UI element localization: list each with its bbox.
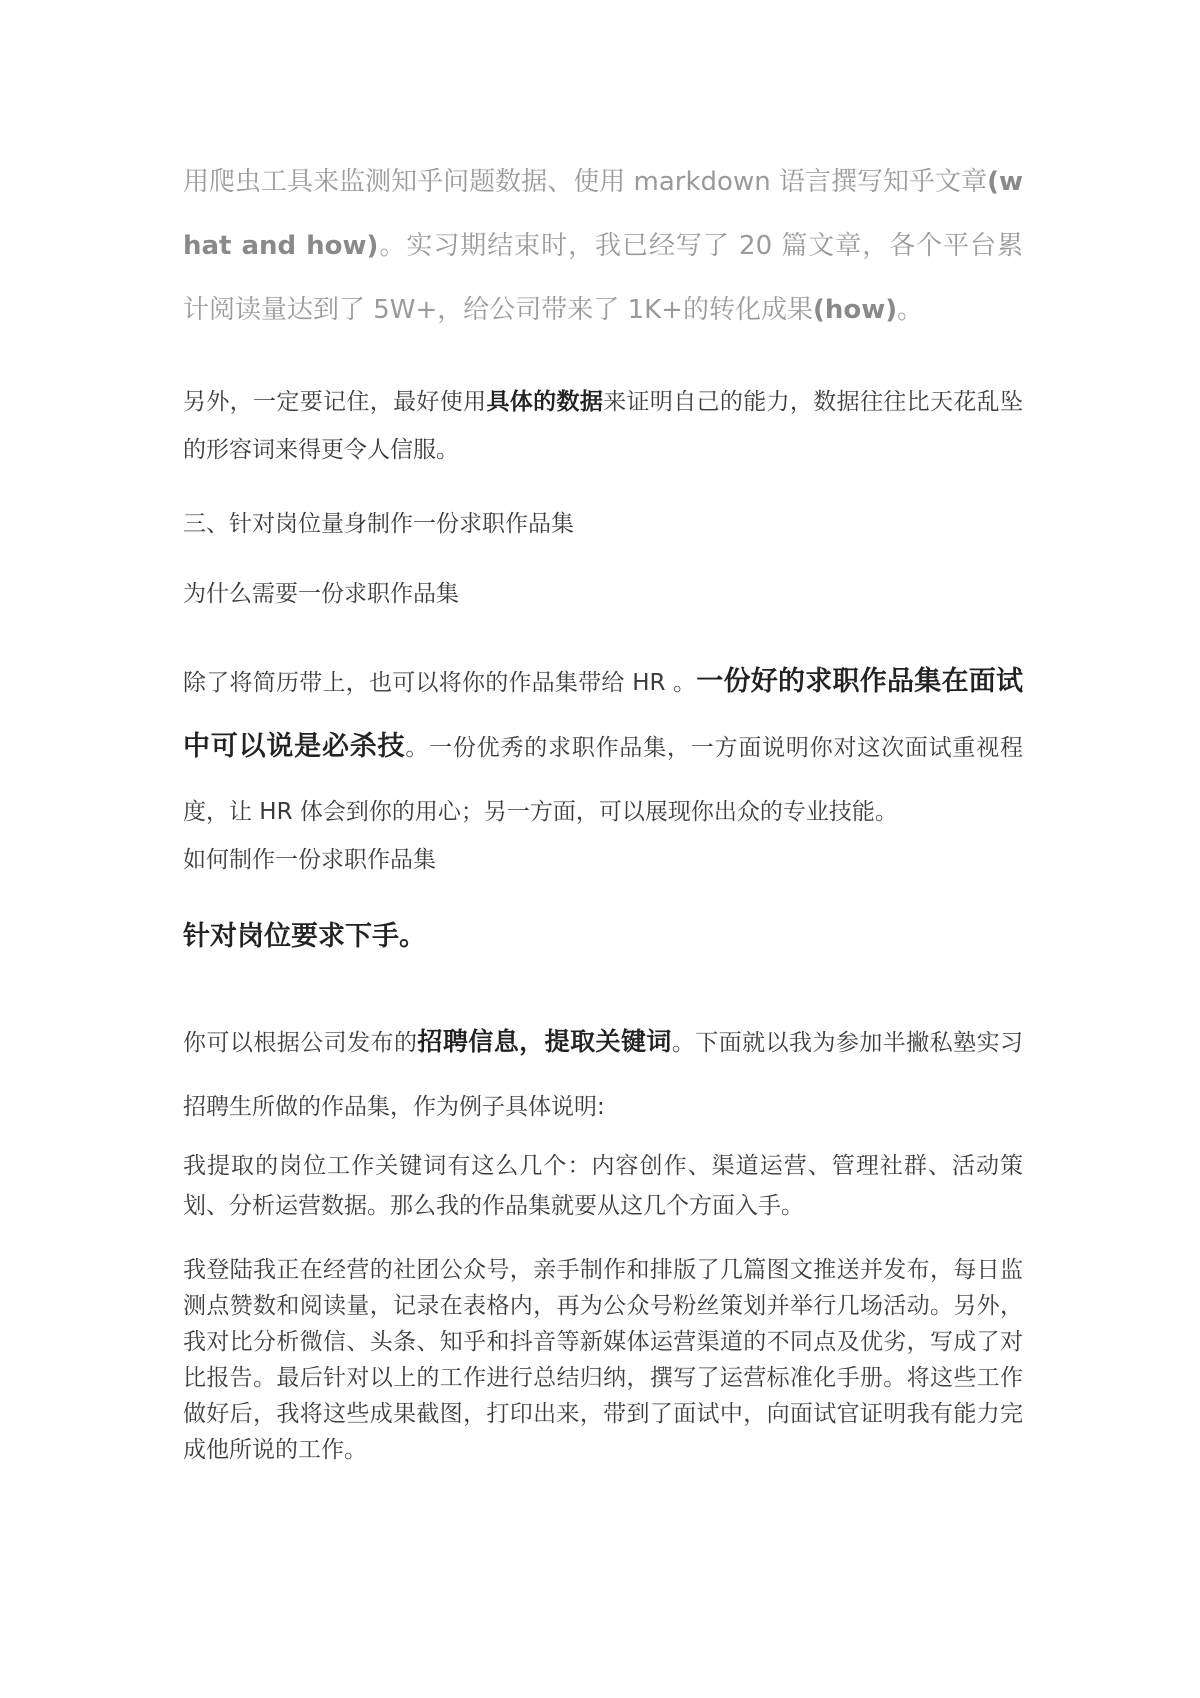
text-span: 另外，一定要记住，最好使用 bbox=[183, 389, 487, 415]
emphasis-how: (how) bbox=[812, 295, 898, 325]
bold-heading-job-requirements: 针对岗位要求下手。 bbox=[183, 921, 426, 952]
paragraph-internship-results bbox=[183, 150, 1023, 342]
text-span: 你可以根据公司发布的 bbox=[183, 1030, 418, 1056]
paragraph-keywords-list: 我提取的岗位工作关键词有这么几个：内容创作、渠道运营、管理社群、活动策划、分析运营数据。那么我的作品集就要从这几个方面入手。 bbox=[183, 1153, 1023, 1219]
paragraph-portfolio-example: 我登陆我正在经营的社团公众号，亲手制作和排版了几篇图文推送并发布，每日监测点赞数和阅读量，记录在表格内，再为公众号粉丝策划并举行几场活动。另外，我对比分析微信、头条、知乎和抖音等新媒体运营渠道的不同点及优劣，写成了对比报告。最后针对以上的工作进行总结归纳，撰写了运营标准化手册。将这些工作做好后，我将这些成果截图，打印出来，带到了面试中，向面试官证明我有能力完成他所说的工作。 bbox=[183, 1257, 1023, 1463]
text-span: 除了将简历带上，也可以将你的作品集带给 HR 。 bbox=[183, 670, 697, 696]
text-span: 。 bbox=[897, 295, 924, 325]
section-heading-portfolio: 三、针对岗位量身制作一份求职作品集 bbox=[183, 511, 574, 537]
text-span: 。下面就以我为参加半撇私塾实习招聘生所做的作品集，作为例子具体说明: bbox=[183, 1030, 1024, 1120]
text-span: 用爬虫工具来监测知乎问题数据、使用 markdown 语言撰写知乎文章 bbox=[183, 167, 988, 197]
text-span: 。实习期结束时，我已经写了 20 篇文章，各个平台累计阅读量达到了 5W+，给公司带来了 1K+的转化成果 bbox=[183, 231, 1023, 325]
emphasis-specific-data: 具体的数据 bbox=[486, 389, 604, 415]
subheading-how-to-make: 如何制作一份求职作品集 bbox=[183, 847, 436, 873]
emphasis-killer-skill: 一份好的求职作品集在面试中可以说是必杀技 bbox=[183, 666, 1023, 762]
paragraph-portfolio-importance bbox=[183, 650, 1023, 844]
subheading-why-portfolio: 为什么需要一份求职作品集 bbox=[183, 581, 459, 607]
emphasis-recruit-keywords: 招聘信息，提取关键词 bbox=[417, 1027, 672, 1056]
text-span: 来证明自己的能力，数据往往比天花乱坠的形容词来得更令人信服。 bbox=[183, 389, 1024, 463]
paragraph-use-data bbox=[183, 378, 1023, 474]
emphasis-what-and-how: (what and how) bbox=[183, 167, 1023, 261]
paragraph-extract-keywords bbox=[183, 1010, 1023, 1139]
text-span: 。一份优秀的求职作品集，一方面说明你对这次面试重视程度，让 HR 体会到你的用心；另一方面，可以展现你出众的专业技能。 bbox=[183, 735, 1024, 825]
